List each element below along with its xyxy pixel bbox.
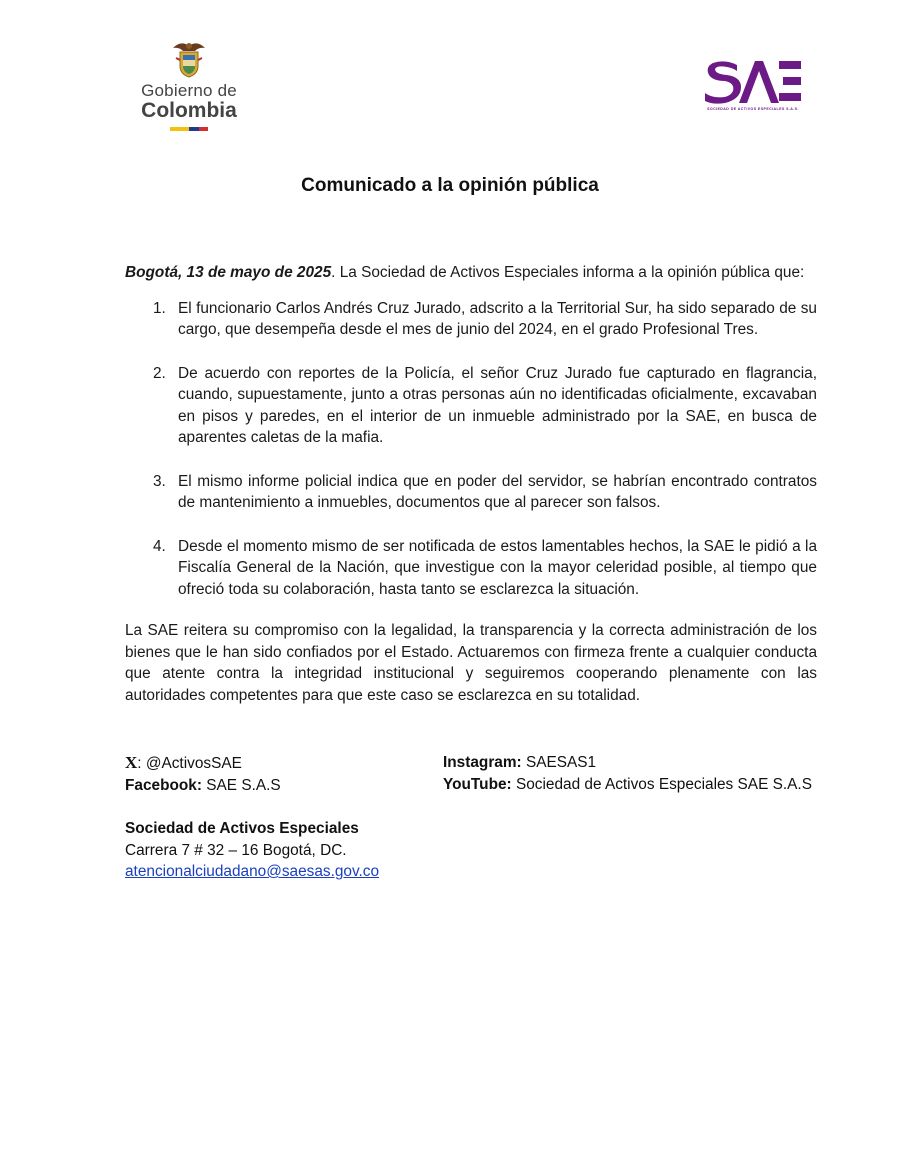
list-item-number: 1. bbox=[153, 299, 166, 317]
list-item bbox=[125, 363, 817, 449]
org-name: Sociedad de Activos Especiales bbox=[125, 820, 359, 837]
social-x bbox=[125, 752, 281, 775]
youtube-handle: Sociedad de Activos Especiales SAE S.A.S bbox=[511, 775, 812, 793]
social-right-column bbox=[443, 752, 812, 795]
x-handle: @ActivosSAE bbox=[145, 755, 242, 772]
instagram-label: Instagram: bbox=[443, 754, 522, 771]
list-item-text: De acuerdo con reportes de la Policía, el señor Cruz Jurado fue capturado en flagrancia, cuando, supuestamente, junto a otras personas aún no identificadas oficialmente, excavaban en pisos y paredes, en el interior de un inmueble administrado por la SAE, en busca de aparentes caletas de la mafia. bbox=[178, 364, 817, 446]
colombia-flag-bar bbox=[170, 127, 208, 131]
list-item-text: El funcionario Carlos Andrés Cruz Jurado, adscrito a la Territorial Sur, ha sido separado de su cargo, que desempeña desde el mes de junio del 2024, en el grado Profesional Tres. bbox=[178, 299, 817, 338]
list-item bbox=[125, 536, 817, 601]
list-item-number: 4. bbox=[153, 537, 166, 555]
sae-logo-subtitle: SOCIEDAD DE ACTIVOS ESPECIALES S.A.S. bbox=[707, 107, 799, 111]
list-item bbox=[125, 298, 817, 341]
sae-logo-mark bbox=[703, 57, 803, 105]
intro-text: . La Sociedad de Activos Especiales informa a la opinión pública que: bbox=[331, 264, 805, 281]
intro-date: Bogotá, 13 de mayo de 2025 bbox=[125, 264, 332, 281]
gov-logo-line1: Gobierno de bbox=[141, 81, 237, 100]
org-address: Carrera 7 # 32 – 16 Bogotá, DC. bbox=[125, 841, 347, 859]
facebook-handle: SAE S.A.S bbox=[201, 776, 281, 794]
facebook-label: Facebook: bbox=[125, 776, 202, 794]
list-item bbox=[125, 471, 817, 514]
sae-logo bbox=[703, 57, 803, 111]
intro-paragraph bbox=[125, 262, 817, 284]
list-item-text: Desde el momento mismo de ser notificada de estos lamentables hechos, la SAE le pidió a la Fiscalía General de la Nación, que investigue con la mayor celeridad posible, al tiempo que ofreció toda su colaboración, hasta tanto se esclarezca la situación. bbox=[178, 537, 817, 598]
email-link[interactable]: atencionalciudadano@saesas.gov.co bbox=[125, 863, 380, 880]
coat-of-arms-icon bbox=[169, 38, 209, 80]
social-instagram bbox=[443, 752, 812, 774]
contact-footer bbox=[125, 818, 379, 883]
closing-paragraph: La SAE reitera su compromiso con la legalidad, la transparencia y la correcta administración de los bienes que le han sido confiados por el Estado. Actuaremos con firmeza frente a cualquier conducta que atente contra la integridad institucional y seguiremos cooperando plenamente con las autoridades competentes para que este caso se esclarezca en su totalidad. bbox=[125, 622, 817, 704]
gobierno-de-colombia-logo bbox=[133, 38, 245, 131]
document-body bbox=[125, 262, 817, 706]
x-icon: X bbox=[125, 753, 138, 772]
x-separator: : bbox=[137, 755, 146, 772]
instagram-handle: SAESAS1 bbox=[521, 754, 597, 771]
list-item-number: 2. bbox=[153, 364, 166, 382]
gov-logo-line2: Colombia bbox=[141, 99, 237, 122]
document-title: Comunicado a la opinión pública bbox=[301, 175, 599, 196]
list-item-number: 3. bbox=[153, 472, 166, 490]
social-facebook bbox=[125, 775, 281, 797]
list-item-text: El mismo informe policial indica que en poder del servidor, se habrían encontrado contratos de mantenimiento a inmuebles, documentos que al parecer son falsos. bbox=[178, 472, 817, 511]
social-left-column bbox=[125, 752, 281, 796]
social-youtube bbox=[443, 774, 812, 796]
points-list bbox=[125, 298, 817, 601]
youtube-label: YouTube: bbox=[443, 775, 512, 793]
